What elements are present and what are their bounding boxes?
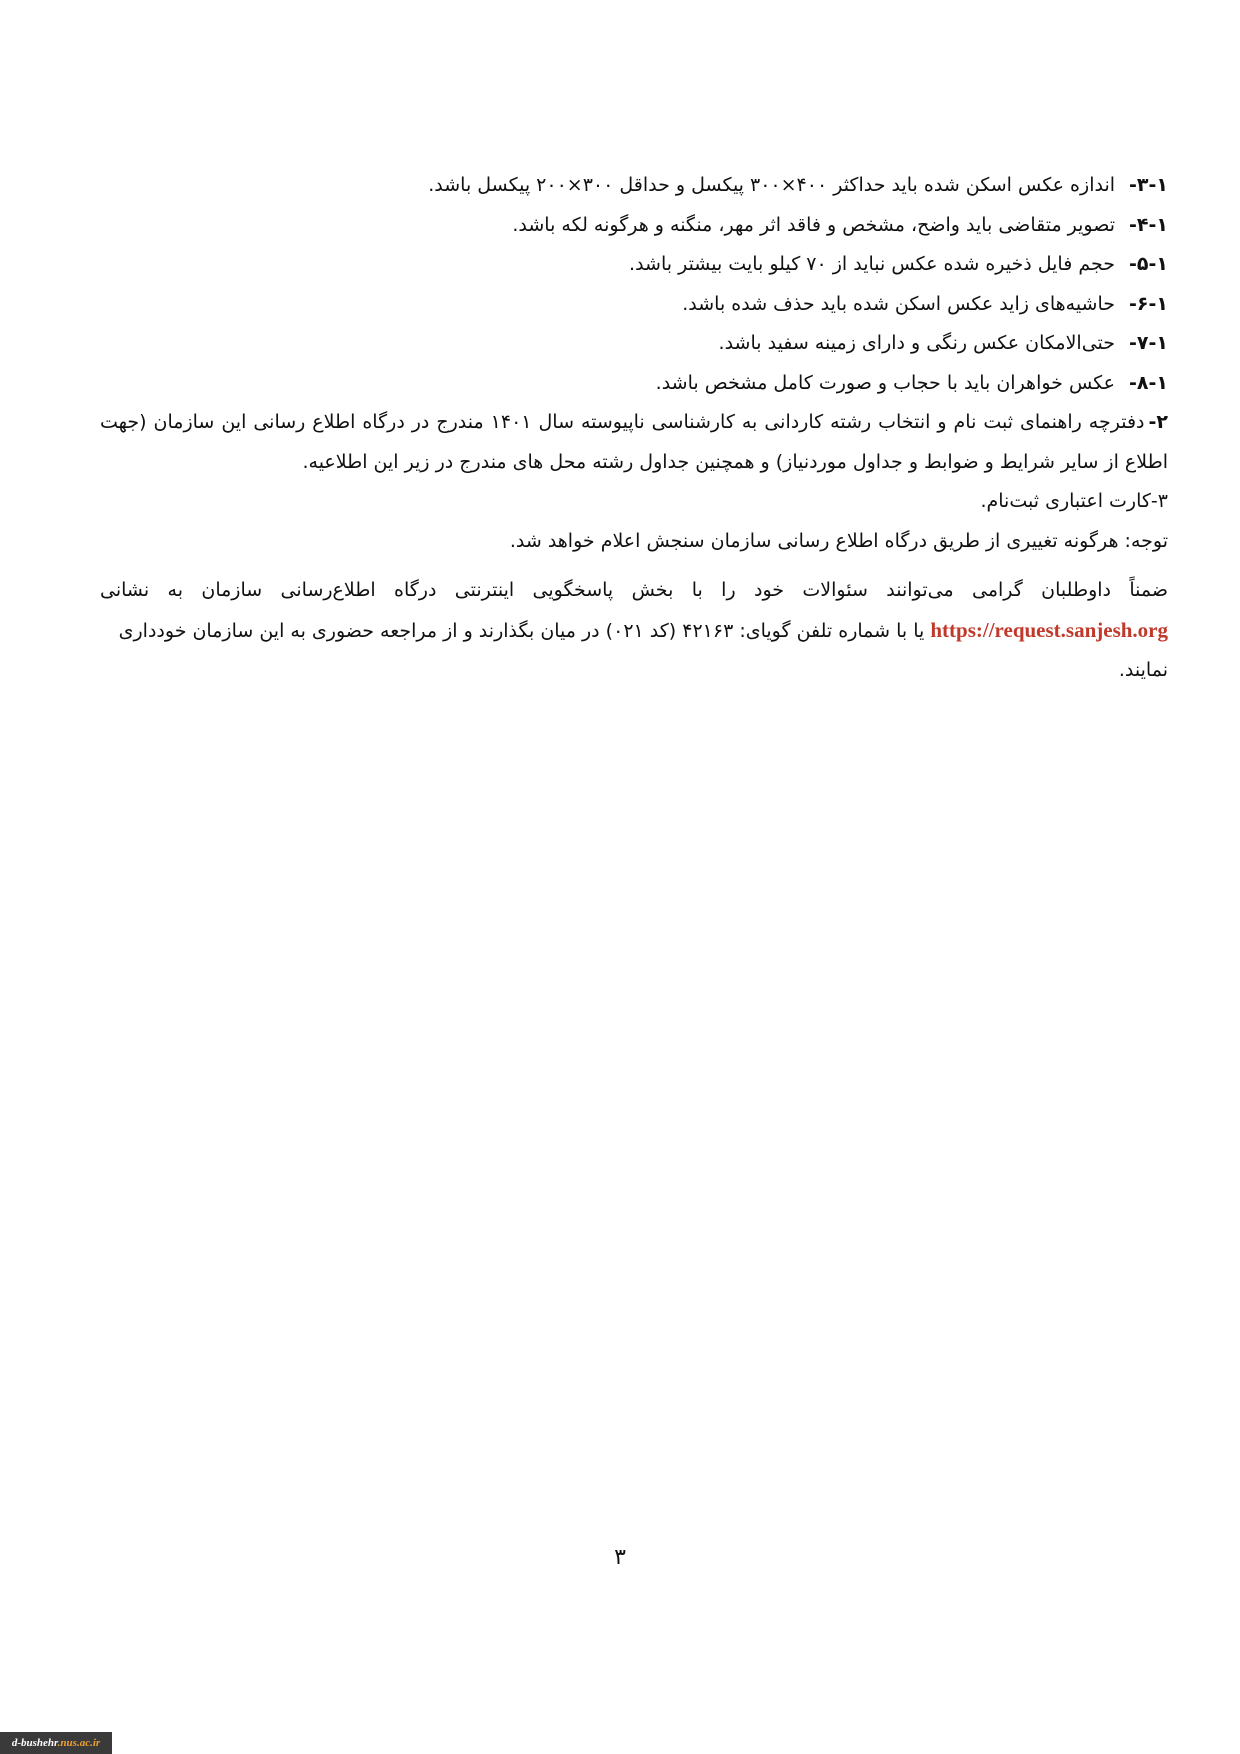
item-text: عکس خواهران باید با حجاب و صورت کامل مشخص باشد. xyxy=(655,371,1116,394)
list-item-2-line-2: اطلاع از سایر شرایط و ضوابط و جداول موردنیاز) و همچنین جداول رشته محل های مندرج در زیر این اطلاعیه. xyxy=(302,450,1168,473)
item-text: دفترچه راهنمای ثبت نام و انتخاب رشته کاردانی به کارشناسی ناپیوسته سال ۱۴۰۱ مندرج در درگاه اطلاع رسانی این سازمان (جهت xyxy=(100,411,1145,433)
item-text: حجم فایل ذخیره شده عکس نباید از ۷۰ کیلو بایت بیشتر باشد. xyxy=(629,253,1116,275)
item-number: ۴-۱- xyxy=(1129,213,1168,236)
list-item-3: ۳-کارت اعتباری ثبت‌نام. xyxy=(980,490,1168,512)
document-body xyxy=(100,166,1168,691)
watermark-accent: .nus.ac.ir xyxy=(57,1737,101,1749)
item-number: ۲- xyxy=(1148,411,1168,433)
note-paragraph: توجه: هرگونه تغییری از طریق درگاه اطلاع رسانی سازمان سنجش اعلام خواهد شد. xyxy=(509,529,1168,552)
sanjesh-request-link[interactable]: https://request.sanjesh.org xyxy=(930,617,1168,642)
item-number: ۷-۱- xyxy=(1129,332,1168,354)
item-text: اندازه عکس اسکن شده باید حداکثر ۴۰۰×۳۰۰ پیکسل و حداقل ۳۰۰×۲۰۰ پیکسل باشد. xyxy=(428,174,1116,196)
closing-line-1: ضمناً داوطلبان گرامی می‌توانند سئوالات خود را با بخش پاسخگویی اینترنتی درگاه اطلاع‌رسانی سازمان به نشانی xyxy=(100,579,1168,601)
list-item-1-3 xyxy=(100,166,1168,206)
item-number: ۳-۱- xyxy=(1129,174,1168,196)
closing-line-2-text: یا با شماره تلفن گویای: ۴۲۱۶۳ (کد ۰۲۱) در میان بگذارند و از مراجعه حضوری به این سازمان خودداری xyxy=(118,619,931,642)
closing-line-3: نمایند. xyxy=(1118,659,1168,681)
item-text: حاشیه‌های زاید عکس اسکن شده باید حذف شده باشد. xyxy=(682,292,1116,315)
watermark-main: d-bushehr xyxy=(11,1737,58,1749)
list-item-1-4 xyxy=(100,206,1168,246)
closing-line-2 xyxy=(100,611,1168,652)
list-item-2-line-1 xyxy=(100,403,1168,443)
list-item-1-8 xyxy=(100,364,1168,404)
item-number: ۶-۱- xyxy=(1129,292,1168,315)
item-text: حتی‌الامکان عکس رنگی و دارای زمینه سفید باشد. xyxy=(718,332,1116,354)
item-number: ۵-۱- xyxy=(1129,253,1168,275)
page-number: ۳ xyxy=(614,1545,626,1570)
list-item-1-7 xyxy=(100,324,1168,364)
site-watermark xyxy=(0,1732,112,1754)
item-number: ۸-۱- xyxy=(1129,371,1168,394)
list-item-1-6 xyxy=(100,285,1168,325)
paragraph-spacer xyxy=(100,561,1168,571)
list-item-1-5 xyxy=(100,245,1168,285)
item-text: تصویر متقاضی باید واضح، مشخص و فاقد اثر مهر، منگنه و هرگونه لکه باشد. xyxy=(512,213,1116,236)
